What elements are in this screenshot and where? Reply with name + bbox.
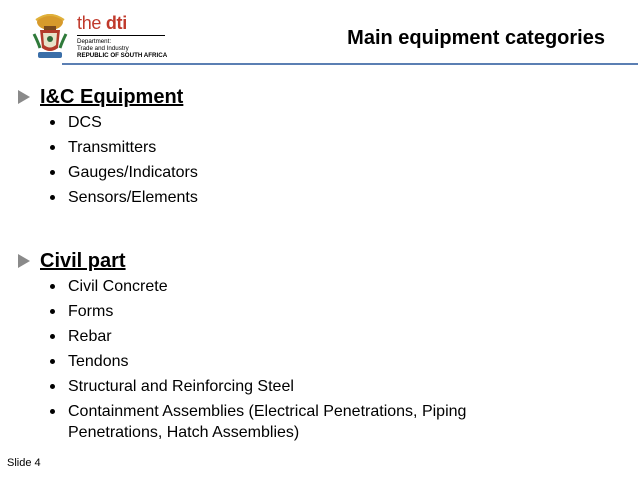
list-item: Forms (50, 301, 538, 322)
slide-title: Main equipment categories (347, 27, 605, 49)
slide-header (0, 0, 638, 68)
coat-of-arms-icon (30, 12, 70, 62)
arrow-bullet-icon (18, 90, 30, 104)
list-item: Transmitters (50, 137, 198, 158)
bullet-dot-icon (50, 284, 55, 289)
bullet-dot-icon (50, 359, 55, 364)
dept-line-3: REPUBLIC OF SOUTH AFRICA (77, 52, 168, 59)
bullet-dot-icon (50, 120, 55, 125)
bullet-dot-icon (50, 309, 55, 314)
slide-number: Slide 4 (7, 457, 41, 469)
bullet-dot-icon (50, 334, 55, 339)
bullet-list (50, 112, 198, 208)
section-ic-equipment (18, 85, 198, 212)
bullet-dot-icon (50, 409, 55, 414)
list-item: Tendons (50, 351, 538, 372)
logo-divider (77, 35, 165, 36)
list-item: Sensors/Elements (50, 187, 198, 208)
dept-line-2: Trade and Industry (77, 45, 129, 52)
dept-line-1: Department: (77, 38, 112, 45)
list-item: Gauges/Indicators (50, 162, 198, 183)
list-item: Containment Assemblies (Electrical Penetrations, Piping Penetrations, Hatch Assemblies) (50, 401, 538, 443)
list-item: Structural and Reinforcing Steel (50, 376, 538, 397)
bullet-dot-icon (50, 145, 55, 150)
dti-logo (77, 14, 167, 59)
bullet-dot-icon (50, 170, 55, 175)
list-item: Rebar (50, 326, 538, 347)
title-underline (62, 63, 638, 65)
brand-dti: dti (105, 13, 127, 33)
bullet-list (50, 276, 538, 443)
list-item: DCS (50, 112, 198, 133)
arrow-bullet-icon (18, 254, 30, 268)
list-item: Civil Concrete (50, 276, 538, 297)
bullet-dot-icon (50, 195, 55, 200)
bullet-dot-icon (50, 384, 55, 389)
brand-the: the (77, 13, 102, 33)
section-heading: I&C Equipment (40, 85, 184, 108)
section-civil-part (18, 249, 538, 447)
section-heading: Civil part (40, 249, 126, 272)
